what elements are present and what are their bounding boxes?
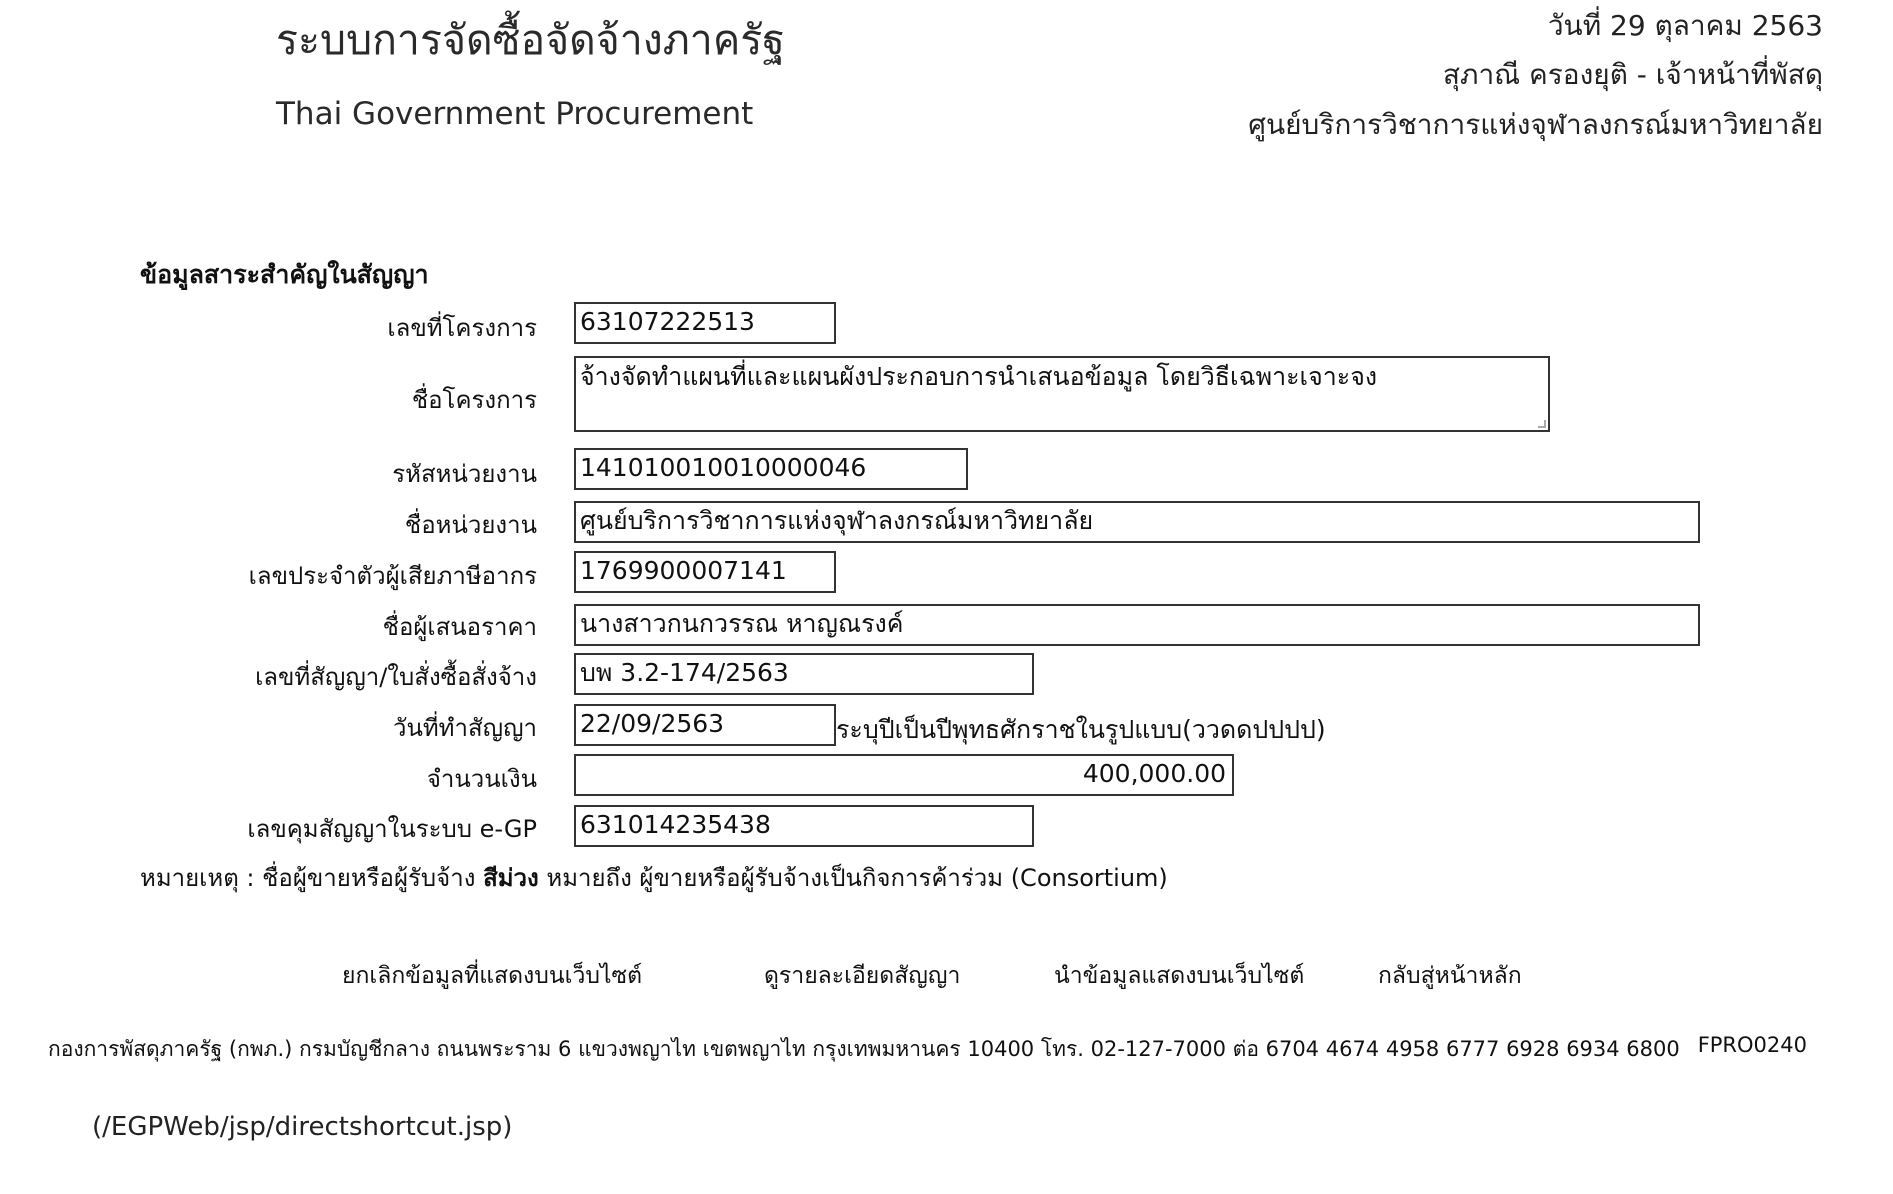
contract-no-label: เลขที่สัญญา/ใบสั่งซื้อสั่งจ้าง: [255, 663, 537, 691]
egp-control-no-field[interactable]: 631014235438: [574, 805, 1034, 847]
section-title: ข้อมูลสาระสำคัญในสัญญา: [140, 260, 429, 289]
header-organization: ศูนย์บริการวิชาการแห่งจุฬาลงกรณ์มหาวิทยาลัย: [1248, 108, 1823, 141]
url-path: (/EGPWeb/jsp/directshortcut.jsp): [92, 1112, 513, 1142]
view-contract-link[interactable]: ดูรายละเอียดสัญญา: [764, 963, 961, 989]
note-suffix: หมายถึง ผู้ขายหรือผู้รับจ้างเป็นกิจการค้าร่วม (Consortium): [546, 864, 1168, 892]
note-prefix: หมายเหตุ : ชื่อผู้ขายหรือผู้รับจ้าง: [140, 864, 476, 892]
bidder-name-label: ชื่อผู้เสนอราคา: [382, 613, 537, 641]
header-date: วันที่ 29 ตุลาคม 2563: [1547, 9, 1823, 42]
header-user: สุภาณี ครองยุติ - เจ้าหน้าที่พัสดุ: [1442, 58, 1823, 91]
consortium-note: [140, 858, 1168, 897]
contract-date-field[interactable]: 22/09/2563: [574, 704, 836, 746]
note-highlight: สีม่วง: [483, 864, 539, 892]
project-no-field[interactable]: 63107222513: [574, 302, 836, 344]
project-name-label: ชื่อโครงการ: [411, 386, 537, 414]
agency-code-field[interactable]: 141010010010000046: [574, 448, 968, 490]
agency-name-field[interactable]: ศูนย์บริการวิชาการแห่งจุฬาลงกรณ์มหาวิทยาลัย: [574, 501, 1700, 543]
system-title-english: Thai Government Procurement: [276, 96, 754, 132]
contract-no-field[interactable]: บพ 3.2-174/2563: [574, 653, 1034, 695]
project-no-label: เลขที่โครงการ: [387, 314, 537, 342]
cancel-publish-link[interactable]: ยกเลิกข้อมูลที่แสดงบนเว็บไซต์: [342, 963, 643, 989]
footer-address: กองการพัสดุภาครัฐ (กพภ.) กรมบัญชีกลาง ถนนพระราม 6 แขวงพญาไท เขตพญาไท กรุงเทพมหานคร 10400 โทร. 02-127-7000 ต่อ 6704 4674 4958 6777 6928 6934 6800: [48, 1037, 1680, 1061]
contract-date-hint: ระบุปีเป็นปีพุทธศักราชในรูปแบบ(ววดดปปปป): [836, 715, 1326, 744]
contract-date-label: วันที่ทำสัญญา: [392, 714, 537, 742]
amount-label: จำนวนเงิน: [426, 765, 537, 793]
system-title-thai: ระบบการจัดซื้อจัดจ้างภาครัฐ: [276, 16, 785, 64]
page-code: FPRO0240: [1697, 1033, 1807, 1057]
back-home-link[interactable]: กลับสู่หน้าหลัก: [1378, 963, 1522, 989]
agency-name-label: ชื่อหน่วยงาน: [404, 511, 537, 539]
tax-id-field[interactable]: 1769900007141: [574, 551, 836, 593]
bidder-name-field[interactable]: นางสาวกนกวรรณ หาญณรงค์: [574, 604, 1700, 646]
egp-control-no-label: เลขคุมสัญญาในระบบ e-GP: [247, 815, 537, 843]
resize-grip-icon[interactable]: [1538, 420, 1546, 428]
agency-code-label: รหัสหน่วยงาน: [392, 460, 537, 488]
amount-field[interactable]: 400,000.00: [574, 754, 1234, 796]
project-name-text: จ้างจัดทำแผนที่และแผนผังประกอบการนำเสนอข้อมูล โดยวิธีเฉพาะเจาะจง: [580, 362, 1378, 391]
publish-link[interactable]: นำข้อมูลแสดงบนเว็บไซต์: [1054, 963, 1305, 989]
project-name-field[interactable]: [574, 356, 1550, 432]
tax-id-label: เลขประจำตัวผู้เสียภาษีอากร: [248, 562, 537, 590]
